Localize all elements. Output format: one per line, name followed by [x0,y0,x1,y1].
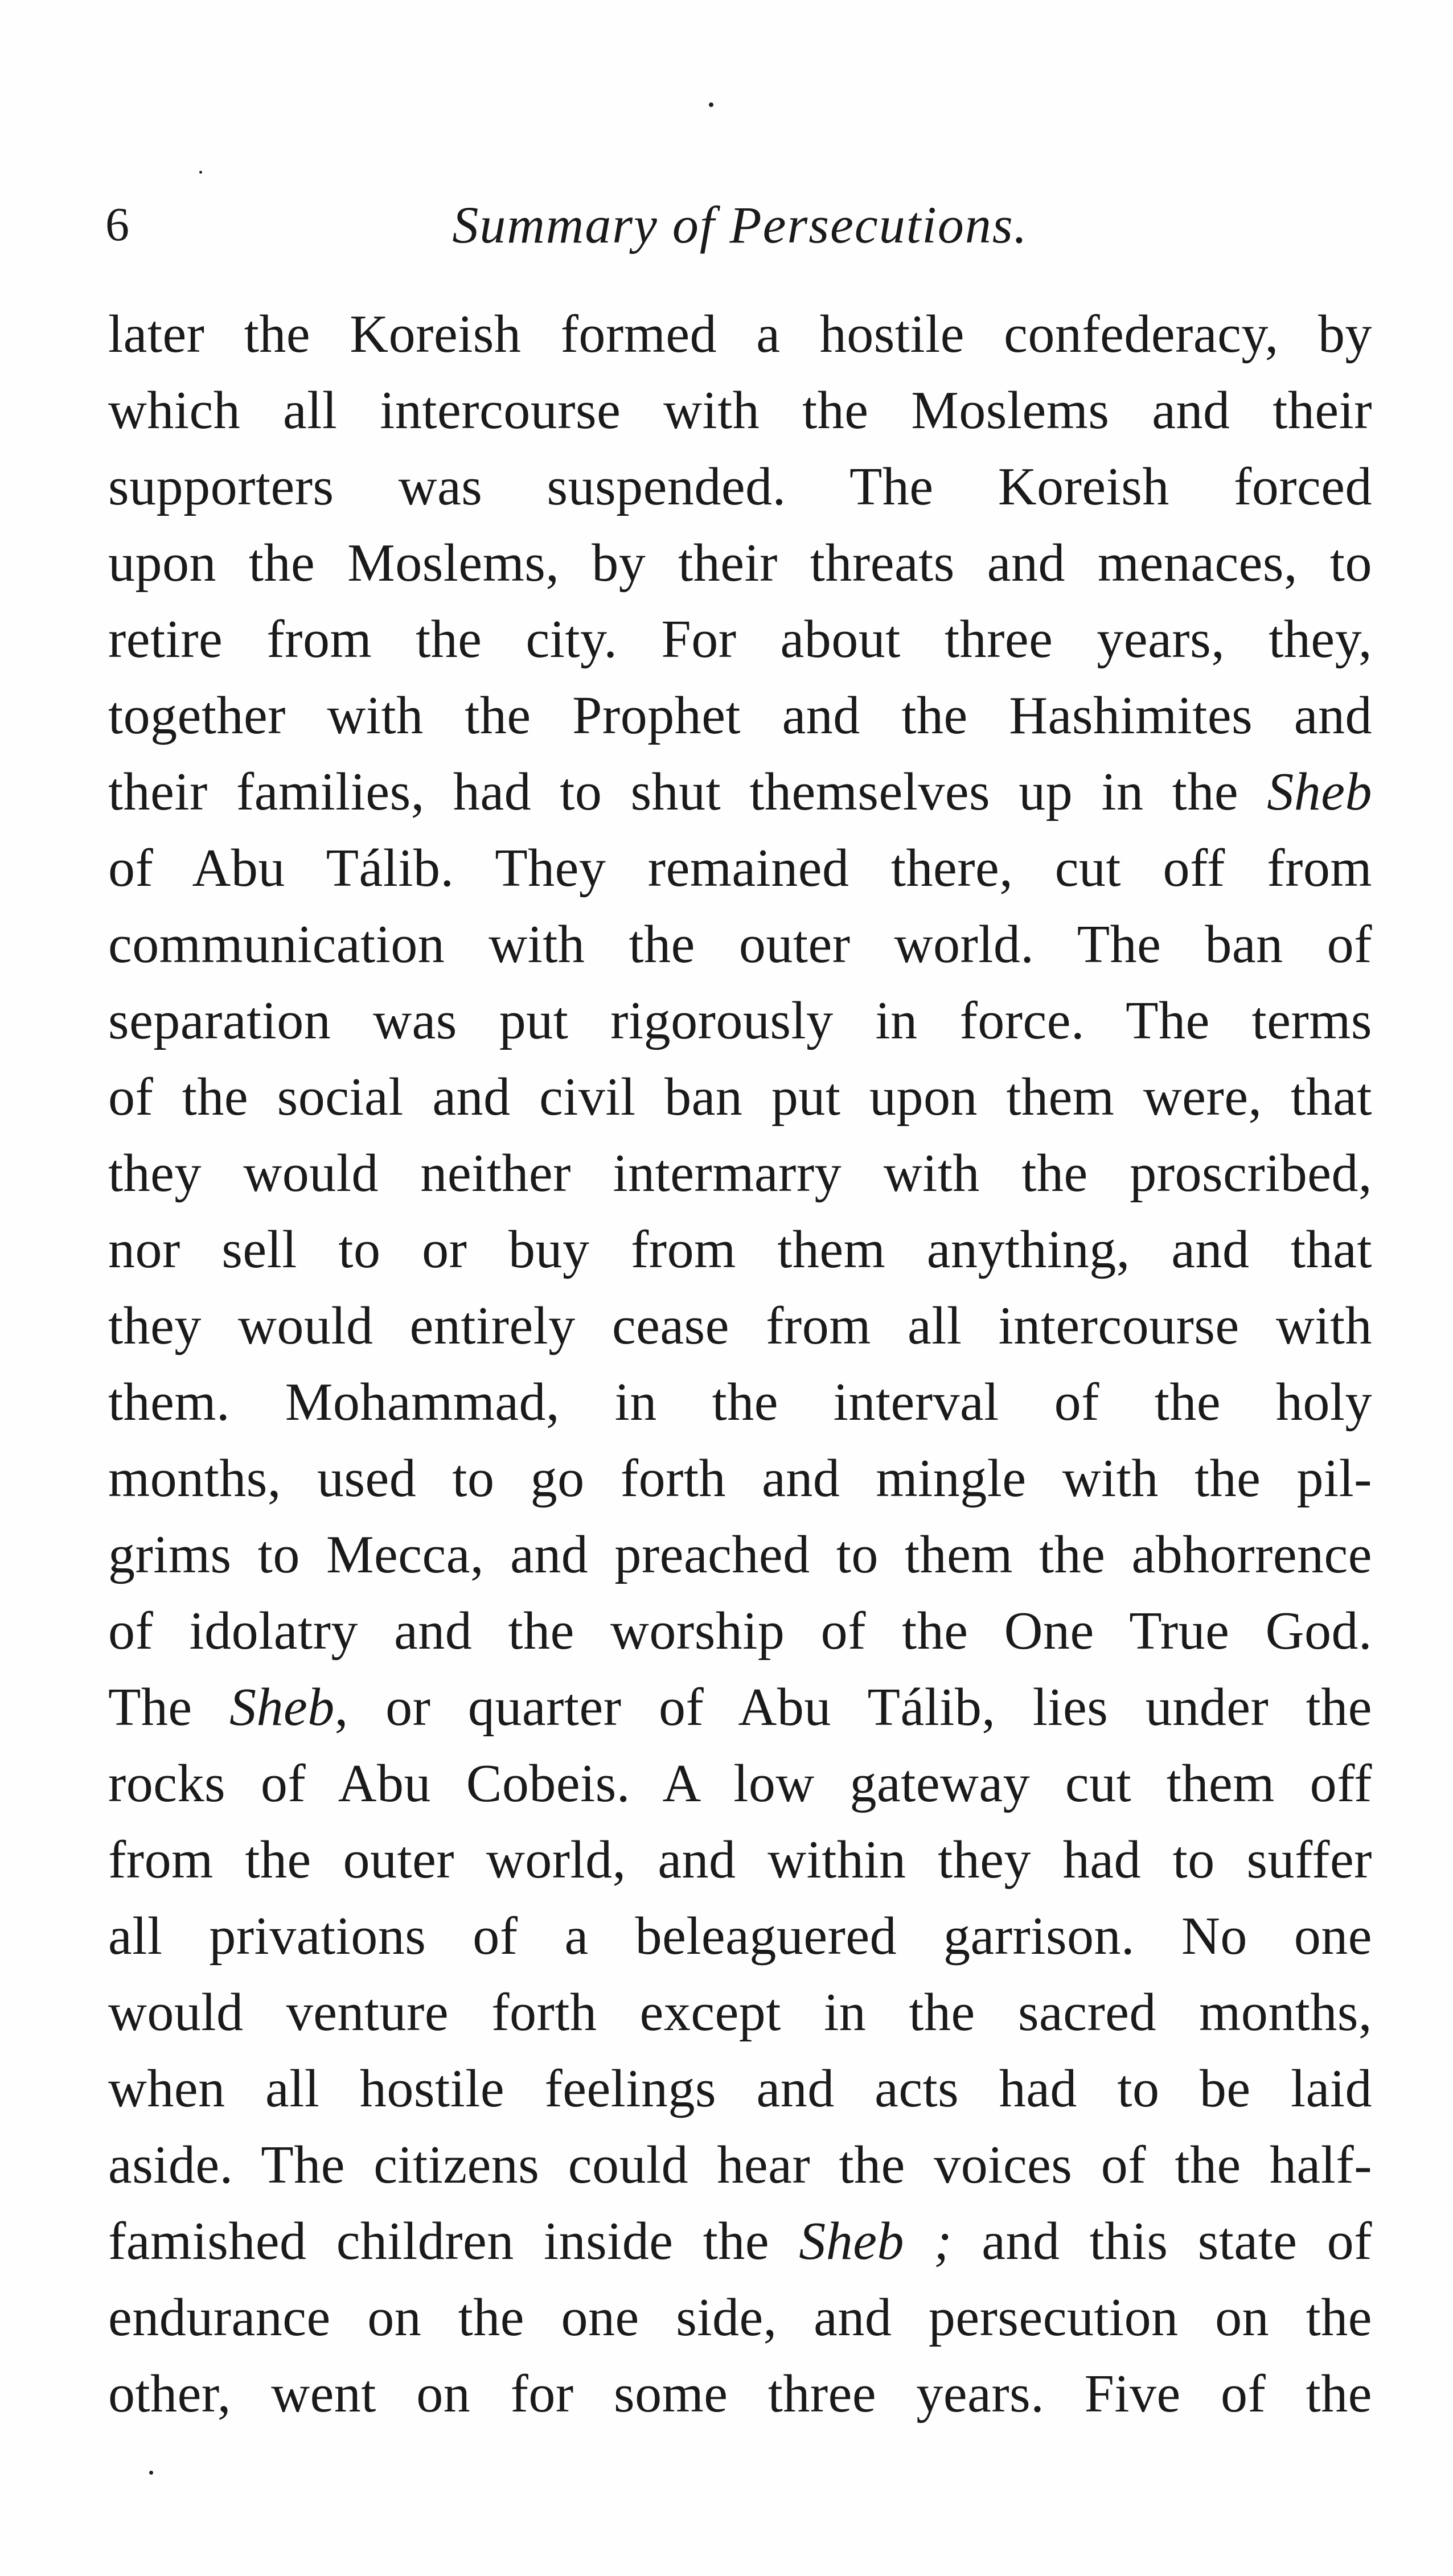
text-line: of idolatry and the worship of the One True God. [108,1601,1372,1661]
text-line: from the outer world, and within they had to suffer [108,1830,1372,1889]
text-line: rocks of Abu Cobeis. A low gateway cut them off [108,1754,1372,1813]
italic-term: Sheb [229,1678,335,1737]
text-line: separation was put rigorously in force. The terms [108,991,1372,1050]
text-line: aside. The citizens could hear the voices of the half- [108,2135,1372,2195]
text-line: together with the Prophet and the Hashimites and [108,686,1372,745]
text-line: months, used to go forth and mingle with the pil- [108,1449,1372,1508]
text-line [108,2203,1372,2279]
text-line [108,1669,1372,1745]
ink-speck [709,102,713,107]
ink-speck [199,171,202,174]
text-line: they would neither intermarry with the proscribed, [108,1144,1372,1203]
text-line: other, went on for some three years. Five of the [108,2364,1372,2423]
text-segment: , or quarter of Abu Tálib, lies under the [334,1678,1373,1737]
text-line: when all hostile feelings and acts had to be laid [108,2059,1372,2118]
text-line: endurance on the one side, and persecution on the [108,2288,1372,2347]
text-segment: their families, had to shut themselves up in the [108,762,1267,821]
text-line: grims to Mecca, and preached to them the abhorrence [108,1525,1372,1584]
text-line: them. Mohammad, in the interval of the holy [108,1373,1372,1432]
text-line: nor sell to or buy from them anything, and that [108,1220,1372,1279]
text-line: upon the Moslems, by their threats and menaces, to [108,533,1372,593]
text-line: later the Koreish formed a hostile confederacy, by [108,305,1372,364]
running-title: Summary of Persecutions. [452,196,1028,254]
text-line: retire from the city. For about three years, they, [108,610,1372,669]
text-line: communication with the outer world. The ban of [108,915,1372,974]
text-line: all privations of a beleaguered garrison. No one [108,1907,1372,1966]
italic-term: Sheb [1267,762,1372,821]
text-line [108,754,1372,830]
text-line: would venture forth except in the sacred months, [108,1983,1372,2042]
text-line: of the social and civil ban put upon them were, that [108,1067,1372,1127]
page-header [105,188,1375,262]
text-segment: famished children inside the [108,2212,799,2271]
ink-speck [149,2471,153,2475]
text-line: supporters was suspended. The Koreish forced [108,457,1372,516]
text-segment: The [108,1678,230,1737]
page-number: 6 [105,198,129,251]
body-text [108,296,1372,2432]
text-line: they would entirely cease from all intercourse with [108,1296,1372,1355]
italic-term: Sheb ; [799,2212,953,2271]
text-segment: and this state of [952,2212,1372,2271]
text-line: of Abu Tálib. They remained there, cut off from [108,839,1372,898]
text-line: which all intercourse with the Moslems and their [108,381,1372,440]
